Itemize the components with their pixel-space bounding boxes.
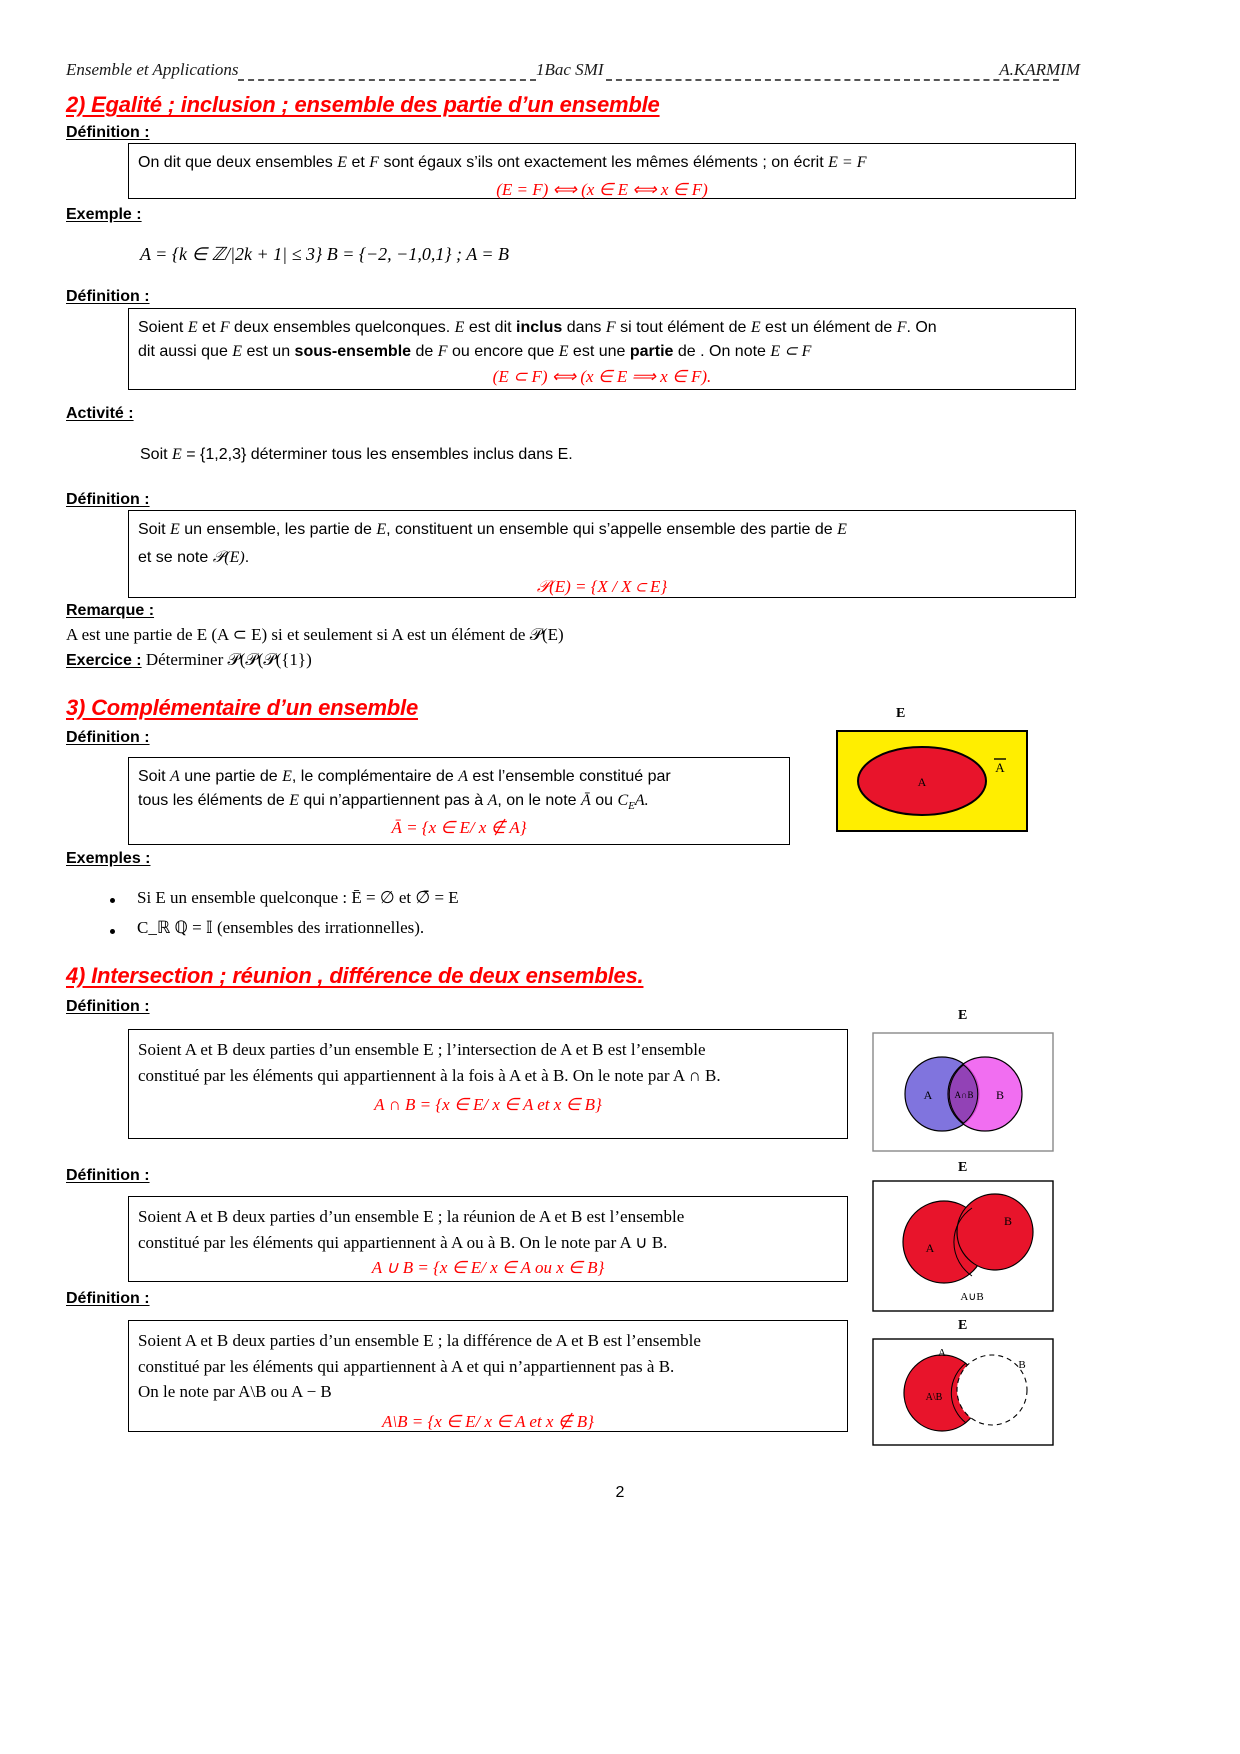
label-definition-5: Définition : — [66, 998, 150, 1015]
sym-C: C — [617, 792, 629, 809]
header-divider-right — [606, 79, 1059, 81]
label-definition-1: Définition : — [66, 124, 150, 141]
sym-E: E — [558, 343, 569, 360]
label-exemple-1: Exemple : — [66, 206, 142, 223]
svg-text:B: B — [1003, 1214, 1013, 1228]
figure-intersection-svg — [872, 1032, 1054, 1157]
bullet-icon — [110, 929, 115, 934]
figure-difference-label-E: E — [958, 1318, 968, 1333]
txt: si tout élément de — [615, 319, 751, 336]
label-exemples: Exemples : — [66, 850, 151, 867]
txt: est une — [568, 343, 630, 360]
txt: . On — [906, 319, 937, 336]
txt: Soient — [138, 319, 188, 336]
activity-text — [140, 446, 573, 464]
txt: est dit — [464, 319, 517, 336]
svg-text:A∩B: A∩B — [954, 1090, 974, 1100]
definition-complement-line1 — [138, 765, 780, 789]
sym-E: E — [282, 768, 292, 785]
definition-equality-text — [138, 151, 1066, 175]
formula-difference: A\B = {x ∈ E/ x ∈ A et x ∉ B} — [382, 1411, 594, 1431]
sym-powerset: 𝒫(E) — [212, 549, 245, 566]
txt: dit aussi que — [138, 343, 233, 360]
definition-box-union — [128, 1196, 848, 1282]
keyword-sous-ensemble: sous-ensemble — [294, 343, 412, 360]
definition-inclusion-line1 — [138, 316, 1066, 340]
svg-text:A∪B: A∪B — [960, 1291, 984, 1303]
svg-text:A: A — [995, 760, 1005, 775]
sym-A: A — [458, 768, 468, 785]
sym-E: E — [837, 521, 847, 538]
complement-example-1: Si E un ensemble quelconque : Ē = ∅ et ∅̄ = E — [137, 888, 459, 907]
definition-powerset-line1 — [138, 518, 1066, 542]
label-definition-4: Définition : — [66, 729, 150, 746]
definition-difference-line1: Soient A et B deux parties d’un ensemble E ; la différence de A et B est l’ensemble — [138, 1331, 701, 1350]
txt: , constituent un ensemble qui s’appelle ensemble des partie de — [386, 521, 838, 538]
txt: est l’ensemble constitué par — [467, 768, 671, 785]
figure-union — [872, 1162, 1054, 1312]
definition-box-powerset — [128, 510, 1076, 598]
svg-text:A: A — [925, 1241, 935, 1255]
section-3-heading: 3) Complémentaire d’un ensemble — [66, 695, 418, 720]
txt: ou — [590, 792, 618, 809]
figure-intersection — [872, 1010, 1054, 1157]
txt: , on le note — [497, 792, 581, 809]
svg-text:A: A — [923, 1088, 933, 1102]
definition-intersection-line1: Soient A et B deux parties d’un ensemble E ; l’intersection de A et B est l’ensemble — [138, 1040, 706, 1059]
sym-A: A — [170, 768, 180, 785]
definition-box-difference — [128, 1320, 848, 1432]
label-definition-3: Définition : — [66, 491, 150, 508]
sym-A-bar: Ā — [580, 792, 591, 809]
sym-E-subscript: E — [628, 800, 635, 813]
txt: deux ensembles quelconques. — [229, 319, 455, 336]
formula-union: A ∪ B = {x ∈ E/ x ∈ A ou x ∈ B} — [371, 1258, 605, 1277]
definition-union-line1: Soient A et B deux parties d’un ensemble E ; la réunion de A et B est l’ensemble — [138, 1207, 685, 1226]
txt: est un élément de — [760, 319, 897, 336]
exercise-text: Déterminer 𝒫(𝒫(𝒫({1}) — [141, 650, 312, 669]
sym-F: F — [605, 319, 616, 336]
formula-complement: Ā = {x ∈ E/ x ∉ A} — [391, 817, 527, 837]
label-exercice: Exercice : — [66, 652, 142, 669]
label-remarque: Remarque : — [66, 602, 155, 619]
txt: une partie de — [179, 768, 283, 785]
sym-E-eq-F: E = F — [828, 154, 867, 171]
formula-powerset: 𝒫(E) = {X / X ⊂ E} — [536, 577, 668, 596]
sym-E: E — [170, 521, 180, 538]
figure-complement-label-E: E — [896, 706, 906, 721]
sym-F: F — [896, 319, 907, 336]
txt: Soit — [138, 768, 171, 785]
figure-union-svg — [872, 1180, 1054, 1312]
definition-intersection-line2: constitué par les éléments qui appartiennent à la fois à A et à B. On le note par A ∩ B. — [138, 1065, 721, 1085]
txt: ou encore que — [447, 343, 559, 360]
definition-powerset-line2 — [138, 546, 1066, 570]
svg-text:B: B — [995, 1088, 1005, 1102]
definition-box-intersection — [128, 1029, 848, 1139]
section-2-heading: 2) Egalité ; inclusion ; ensemble des partie d’un ensemble — [66, 92, 660, 117]
txt: et — [347, 154, 370, 171]
sym-E: E — [187, 319, 198, 336]
svg-text:A: A — [938, 1347, 946, 1359]
sym-E: E — [454, 319, 465, 336]
txt: de . On note — [673, 343, 771, 360]
txt: de — [411, 343, 438, 360]
txt: dans — [562, 319, 606, 336]
page-number: 2 — [615, 1484, 625, 1501]
txt: Soit — [138, 521, 171, 538]
remark-text: A est une partie de E (A ⊂ E) si et seulement si A est un élément de 𝒫(E) — [66, 625, 564, 644]
definition-box-equality — [128, 143, 1076, 199]
txt: tous les éléments de — [138, 792, 290, 809]
figure-difference — [872, 1320, 1054, 1448]
sym-E-subset-F: E ⊂ F — [770, 343, 812, 360]
txt: sont égaux s’ils ont exactement les mêmes éléments ; on écrit — [379, 154, 829, 171]
header-center-level: 1Bac SMI — [536, 60, 604, 79]
header-left-title: Ensemble et Applications — [66, 60, 239, 79]
bullet-icon — [110, 898, 115, 903]
sym-E: E — [337, 154, 348, 171]
txt: et se note — [138, 549, 213, 566]
definition-box-inclusion — [128, 308, 1076, 390]
definition-inclusion-line2 — [138, 340, 1066, 364]
sym-E: E — [232, 343, 243, 360]
txt: On dit que deux ensembles — [138, 154, 338, 171]
figure-complement — [836, 706, 1028, 832]
sym-A: A. — [634, 792, 649, 809]
definition-complement-line2 — [138, 789, 780, 815]
label-definition-7: Définition : — [66, 1290, 150, 1307]
header-right-author: A.KARMIM — [999, 60, 1080, 79]
sym-E: E — [376, 521, 387, 538]
sym-E: E — [289, 792, 299, 809]
figure-intersection-label-E: E — [958, 1008, 968, 1023]
txt: et — [197, 319, 220, 336]
sym-F: F — [437, 343, 448, 360]
label-definition-6: Définition : — [66, 1167, 150, 1184]
keyword-inclus: inclus — [516, 319, 563, 336]
section-4-heading: 4) Intersection ; réunion , différence de deux ensembles. — [66, 963, 644, 988]
txt: est un — [242, 343, 295, 360]
definition-union-line2: constitué par les éléments qui appartiennent à A ou à B. On le note par A ∪ B. — [138, 1232, 668, 1252]
complement-example-2: C_ℝ ℚ = 𝕀 (ensembles des irrationnelles). — [137, 918, 425, 937]
txt: qui n’appartiennent pas à — [298, 792, 488, 809]
figure-difference-svg — [872, 1338, 1054, 1448]
example-equality-formula: A = {k ∈ ℤ/|2k + 1| ≤ 3} B = {−2, −1,0,1} ; A = B — [140, 244, 510, 264]
txt: Soit — [140, 446, 173, 463]
label-activite: Activité : — [66, 405, 134, 422]
page-header — [66, 60, 1080, 84]
definition-difference-line3: On le note par A\B ou A − B — [138, 1382, 332, 1401]
formula-intersection: A ∩ B = {x ∈ E/ x ∈ A et x ∈ B} — [374, 1095, 602, 1114]
svg-text:A\B: A\B — [925, 1392, 943, 1403]
header-divider-left — [238, 79, 536, 81]
definition-difference-line2: constitué par les éléments qui appartiennent à A et qui n’appartiennent pas à B. — [138, 1356, 675, 1376]
sym-E: E — [172, 446, 182, 463]
sym-F: F — [369, 154, 380, 171]
keyword-partie: partie — [629, 343, 674, 360]
txt: = {1,2,3} déterminer tous les ensembles inclus dans E. — [181, 446, 573, 463]
sym-A: A — [487, 792, 498, 809]
sym-E: E — [750, 319, 761, 336]
exercise-line — [66, 650, 312, 670]
svg-text:B: B — [1018, 1359, 1026, 1371]
txt: . — [244, 549, 250, 566]
txt: un ensemble, les partie de — [179, 521, 377, 538]
figure-union-label-E: E — [958, 1160, 968, 1175]
formula-inclusion: (E ⊂ F) ⟺ (x ∈ E ⟹ x ∈ F). — [492, 367, 712, 386]
svg-text:A: A — [917, 775, 927, 789]
txt: , le complémentaire de — [291, 768, 459, 785]
formula-equality: (E = F) ⟺ (x ∈ E ⟺ x ∈ F) — [496, 180, 708, 199]
definition-box-complement — [128, 757, 790, 845]
sym-F: F — [219, 319, 230, 336]
figure-complement-svg — [836, 730, 1028, 832]
label-definition-2: Définition : — [66, 288, 150, 305]
